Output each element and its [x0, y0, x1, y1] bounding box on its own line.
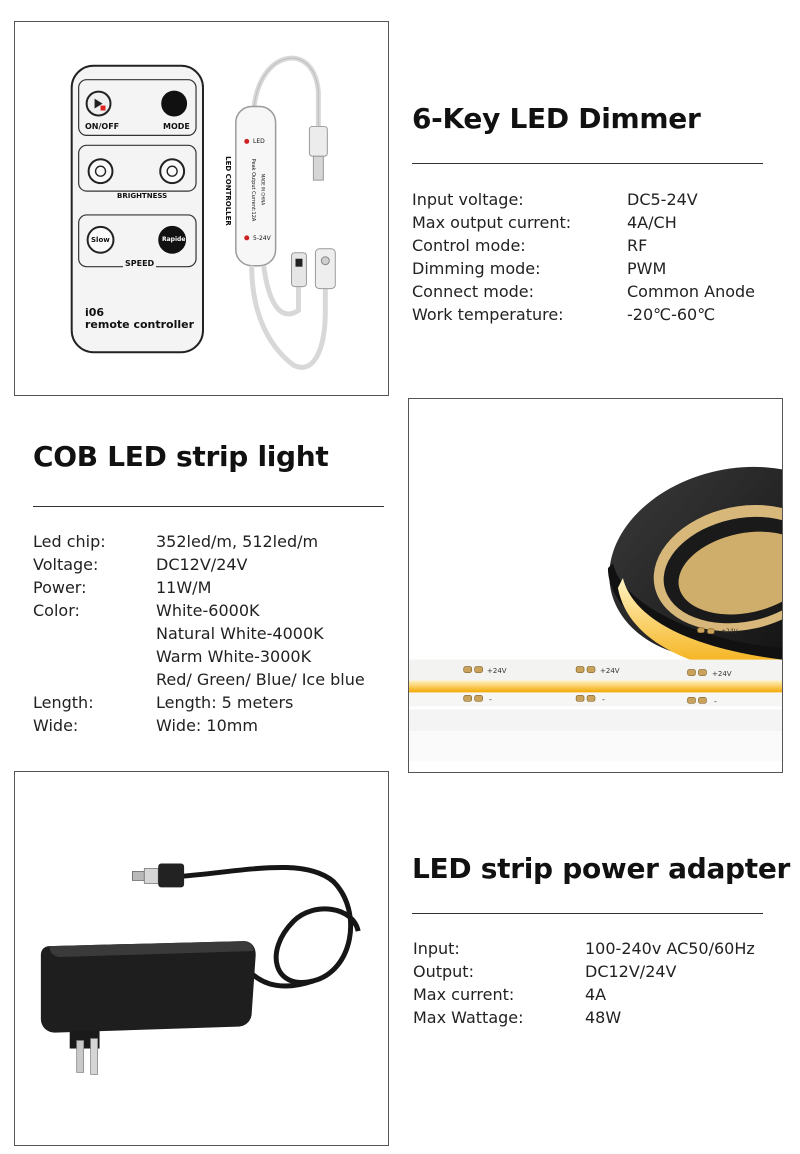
controller-name-label: LED CONTROLLER: [224, 156, 232, 226]
spec-value: 352led/m, 512led/m: [156, 532, 319, 551]
remote-rapid-label: Rapide: [162, 236, 186, 243]
spec-row: [33, 530, 365, 553]
spec-row: [412, 303, 755, 326]
spec-value: White-6000K: [156, 601, 260, 620]
spec-value: 4A: [585, 985, 607, 1004]
controller-led-label: LED: [253, 138, 265, 145]
spec-row: [412, 280, 755, 303]
spec-row: [412, 188, 755, 211]
power-adapter-illustration: [15, 772, 388, 1145]
spec-value: RF: [627, 236, 648, 255]
spec-value-group: [156, 599, 365, 691]
remote-on-off-label: ON/OFF: [85, 122, 120, 131]
spec-value: Warm White-3000K: [156, 647, 312, 666]
strip-marking-plus: +24V: [721, 628, 738, 635]
spec-label: Input:: [413, 939, 460, 958]
spec-row: [413, 937, 755, 960]
adapter-spec-list: [413, 937, 755, 1029]
spec-row: [413, 960, 755, 983]
spec-value: -20℃-60℃: [627, 305, 716, 324]
strip-marking-minus: -: [489, 695, 492, 704]
spec-row: [413, 983, 755, 1006]
adapter-title: LED strip power adapter: [412, 852, 791, 885]
spec-label: Work temperature:: [412, 305, 564, 324]
controller-made-label: MADE IN CHINA: [260, 173, 266, 206]
spec-label: Length:: [33, 693, 94, 712]
spec-value: DC12V/24V: [156, 555, 248, 574]
strip-spec-list: [33, 530, 365, 737]
controller-peak-label: Peak Output Current:12A: [250, 158, 256, 222]
spec-label: Connect mode:: [412, 282, 535, 301]
spec-label: Led chip:: [33, 532, 106, 551]
strip-marking-minus: -: [602, 695, 605, 704]
remote-model-label: i06: [85, 306, 105, 319]
spec-value: Common Anode: [627, 282, 756, 301]
remote-mode-label: MODE: [163, 122, 190, 131]
cob-strip-illustration: [409, 399, 782, 772]
spec-label: Max current:: [413, 985, 515, 1004]
brightness-up-icon: [160, 159, 184, 183]
spec-value: DC12V/24V: [585, 962, 677, 981]
spec-row: [33, 553, 365, 576]
remote-brightness-label: BRIGHTNESS: [117, 192, 168, 200]
mode-button-icon: [162, 92, 186, 116]
spec-row: [33, 691, 365, 714]
spec-row: [413, 1006, 755, 1029]
spec-row: [412, 211, 755, 234]
strip-marking-plus: +24V: [712, 670, 732, 678]
remote-slow-label: Slow: [91, 236, 110, 244]
spec-row: [33, 599, 365, 691]
remote-speed-label: SPEED: [125, 259, 155, 268]
spec-label: Output:: [413, 962, 474, 981]
spec-label: Max output current:: [412, 213, 572, 232]
strip-title-divider: [33, 506, 384, 507]
spec-label: Dimming mode:: [412, 259, 541, 278]
spec-value: 100-240v AC50/60Hz: [585, 939, 755, 958]
spec-value: DC5-24V: [627, 190, 698, 209]
spec-value: Red/ Green/ Blue/ Ice blue: [156, 670, 365, 689]
plug-prong-icon: [91, 1039, 98, 1075]
strip-title: COB LED strip light: [33, 440, 329, 473]
strip-marking-plus: +24V: [600, 667, 620, 675]
strip-marking-plus: +24V: [487, 667, 507, 675]
controller-voltage-label: 5-24V: [253, 235, 271, 242]
spec-row: [412, 234, 755, 257]
adapter-title-divider: [412, 913, 763, 914]
spec-value: 48W: [585, 1008, 622, 1027]
spec-value: Natural White-4000K: [156, 624, 324, 643]
dimmer-illustration: [15, 22, 388, 395]
spec-row: [33, 714, 365, 737]
spec-row: [33, 576, 365, 599]
dimmer-spec-list: [412, 188, 755, 326]
spec-label: Control mode:: [412, 236, 526, 255]
spec-value: 11W/M: [156, 578, 212, 597]
spec-value: 4A/CH: [627, 213, 677, 232]
power-adapter-product-image: [14, 771, 389, 1146]
dc-plug-icon: [158, 864, 184, 888]
dimmer-title: 6-Key LED Dimmer: [412, 102, 701, 135]
remote-caption-label: remote controller: [85, 318, 195, 331]
cob-strip-product-image: [408, 398, 783, 773]
spec-label: Color:: [33, 601, 80, 620]
spec-value: Wide: 10mm: [156, 716, 258, 735]
plug-prong-icon: [77, 1041, 84, 1073]
spec-label: Voltage:: [33, 555, 99, 574]
spec-label: Max Wattage:: [413, 1008, 524, 1027]
spec-value: PWM: [627, 259, 667, 278]
spec-label: Wide:: [33, 716, 79, 735]
dimmer-product-image: [14, 21, 389, 396]
spec-row: [412, 257, 755, 280]
spec-value: Length: 5 meters: [156, 693, 294, 712]
strip-marking-minus: -: [714, 697, 717, 706]
brightness-down-icon: [89, 159, 113, 183]
dimmer-title-divider: [412, 163, 763, 164]
spec-label: Input voltage:: [412, 190, 524, 209]
spec-label: Power:: [33, 578, 87, 597]
